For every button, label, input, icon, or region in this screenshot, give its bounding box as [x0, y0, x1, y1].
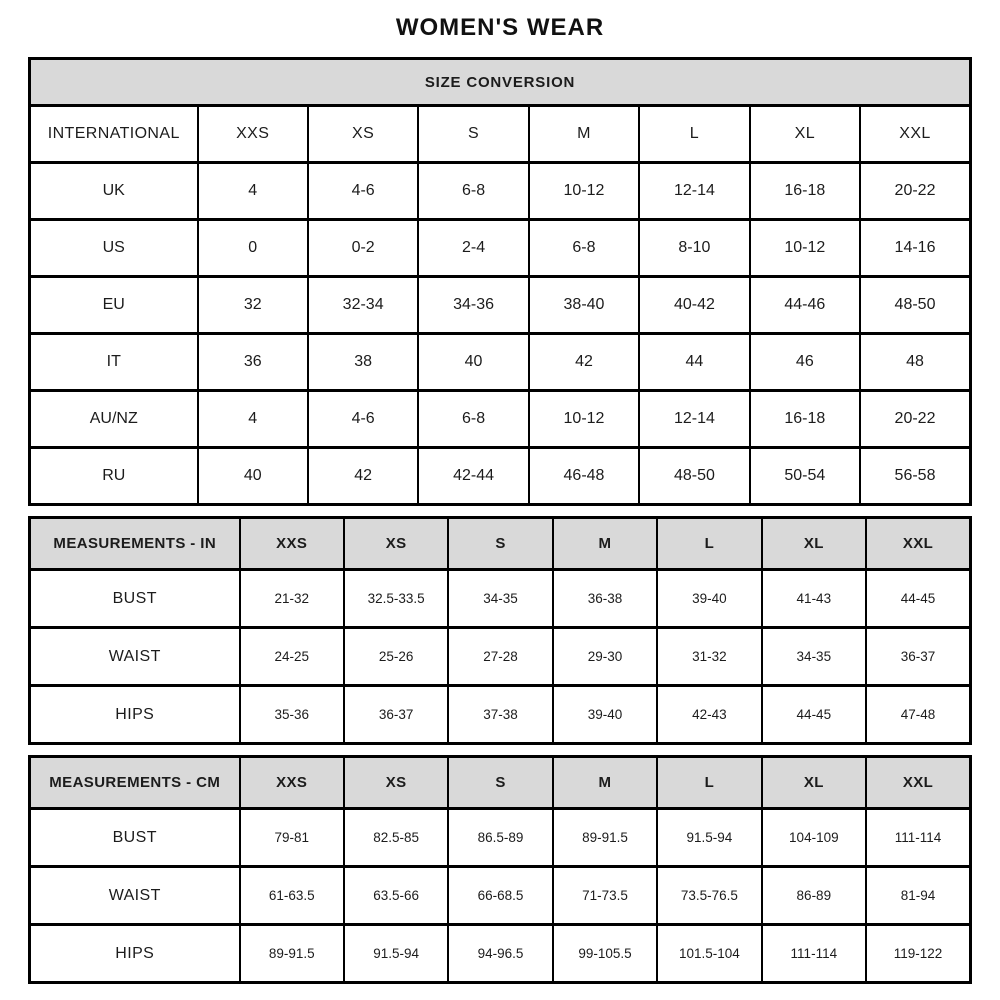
size-value-cell: 6-8 — [418, 163, 528, 220]
column-header: INTERNATIONAL — [30, 106, 198, 163]
row-label: IT — [30, 334, 198, 391]
measurement-value-cell: 79-81 — [240, 809, 344, 867]
measurement-value-cell: 44-45 — [762, 686, 866, 744]
size-value-cell: 4 — [198, 163, 308, 220]
size-value-cell: 0 — [198, 220, 308, 277]
table-row — [30, 391, 971, 448]
size-value-cell: 40 — [198, 448, 308, 505]
table-row — [30, 925, 971, 983]
size-value-cell: 32 — [198, 277, 308, 334]
table-row — [30, 220, 971, 277]
measurement-value-cell: 39-40 — [553, 686, 657, 744]
measurement-value-cell: 91.5-94 — [344, 925, 448, 983]
column-header: XL — [762, 518, 866, 570]
size-value-cell: 12-14 — [639, 163, 749, 220]
size-conversion-header: SIZE CONVERSION — [30, 59, 971, 106]
measurement-value-cell: 111-114 — [866, 809, 970, 867]
size-value-cell: 4-6 — [308, 163, 418, 220]
table-row — [30, 448, 971, 505]
size-value-cell: 4-6 — [308, 391, 418, 448]
measurement-value-cell: 111-114 — [762, 925, 866, 983]
column-header: XL — [750, 106, 860, 163]
column-header: M — [553, 518, 657, 570]
column-header: S — [448, 757, 552, 809]
row-label: HIPS — [30, 925, 240, 983]
column-header: XXS — [240, 757, 344, 809]
table-row — [30, 277, 971, 334]
size-value-cell: 38-40 — [529, 277, 639, 334]
measurement-value-cell: 82.5-85 — [344, 809, 448, 867]
table-row — [30, 686, 971, 744]
row-label: US — [30, 220, 198, 277]
row-label: AU/NZ — [30, 391, 198, 448]
size-value-cell: 6-8 — [529, 220, 639, 277]
column-header: S — [448, 518, 552, 570]
measurement-value-cell: 94-96.5 — [448, 925, 552, 983]
column-header: L — [639, 106, 749, 163]
column-header: XXS — [240, 518, 344, 570]
column-header: XS — [344, 518, 448, 570]
column-header: XXL — [866, 757, 970, 809]
measurement-value-cell: 63.5-66 — [344, 867, 448, 925]
measurement-value-cell: 61-63.5 — [240, 867, 344, 925]
size-value-cell: 36 — [198, 334, 308, 391]
measurement-value-cell: 81-94 — [866, 867, 970, 925]
measurement-value-cell: 66-68.5 — [448, 867, 552, 925]
column-header: L — [657, 757, 761, 809]
size-value-cell: 6-8 — [418, 391, 528, 448]
size-value-cell: 42 — [308, 448, 418, 505]
measurement-value-cell: 73.5-76.5 — [657, 867, 761, 925]
size-value-cell: 38 — [308, 334, 418, 391]
column-header: XS — [344, 757, 448, 809]
measurement-value-cell: 47-48 — [866, 686, 970, 744]
measurement-value-cell: 24-25 — [240, 628, 344, 686]
size-value-cell: 10-12 — [750, 220, 860, 277]
measurement-value-cell: 104-109 — [762, 809, 866, 867]
size-value-cell: 46-48 — [529, 448, 639, 505]
measurement-value-cell: 36-38 — [553, 570, 657, 628]
row-label: RU — [30, 448, 198, 505]
row-label: WAIST — [30, 867, 240, 925]
row-label: UK — [30, 163, 198, 220]
size-value-cell: 20-22 — [860, 391, 970, 448]
size-value-cell: 8-10 — [639, 220, 749, 277]
measurement-value-cell: 35-36 — [240, 686, 344, 744]
measurement-value-cell: 119-122 — [866, 925, 970, 983]
measurement-value-cell: 34-35 — [448, 570, 552, 628]
row-label: EU — [30, 277, 198, 334]
measurement-value-cell: 86-89 — [762, 867, 866, 925]
size-value-cell: 4 — [198, 391, 308, 448]
column-header: XXL — [860, 106, 970, 163]
measurement-value-cell: 91.5-94 — [657, 809, 761, 867]
measurement-value-cell: 86.5-89 — [448, 809, 552, 867]
table-row — [30, 628, 971, 686]
size-value-cell: 16-18 — [750, 391, 860, 448]
column-header: S — [418, 106, 528, 163]
measurements-cm-table — [28, 755, 972, 984]
measurement-value-cell: 31-32 — [657, 628, 761, 686]
row-label: HIPS — [30, 686, 240, 744]
row-label: BUST — [30, 809, 240, 867]
size-value-cell: 42 — [529, 334, 639, 391]
page-title: WOMEN'S WEAR — [395, 14, 605, 41]
size-value-cell: 16-18 — [750, 163, 860, 220]
size-value-cell: 50-54 — [750, 448, 860, 505]
size-value-cell: 2-4 — [418, 220, 528, 277]
measurement-value-cell: 36-37 — [866, 628, 970, 686]
measurement-value-cell: 71-73.5 — [553, 867, 657, 925]
measurement-value-cell: 89-91.5 — [553, 809, 657, 867]
column-header: L — [657, 518, 761, 570]
measurement-value-cell: 34-35 — [762, 628, 866, 686]
measurement-value-cell: 25-26 — [344, 628, 448, 686]
measurement-value-cell: 89-91.5 — [240, 925, 344, 983]
table-row — [30, 809, 971, 867]
size-value-cell: 32-34 — [308, 277, 418, 334]
column-header: XXS — [198, 106, 308, 163]
measurement-value-cell: 42-43 — [657, 686, 761, 744]
measurements-in-header: MEASUREMENTS - IN — [30, 518, 240, 570]
size-value-cell: 40-42 — [639, 277, 749, 334]
size-value-cell: 10-12 — [529, 163, 639, 220]
measurement-value-cell: 21-32 — [240, 570, 344, 628]
measurement-value-cell: 39-40 — [657, 570, 761, 628]
size-value-cell: 42-44 — [418, 448, 528, 505]
size-value-cell: 10-12 — [529, 391, 639, 448]
size-value-cell: 20-22 — [860, 163, 970, 220]
row-label: WAIST — [30, 628, 240, 686]
table-row — [30, 163, 971, 220]
column-header: XS — [308, 106, 418, 163]
measurement-value-cell: 36-37 — [344, 686, 448, 744]
measurement-value-cell: 101.5-104 — [657, 925, 761, 983]
measurement-value-cell: 37-38 — [448, 686, 552, 744]
measurement-value-cell: 41-43 — [762, 570, 866, 628]
size-value-cell: 48 — [860, 334, 970, 391]
column-header: M — [529, 106, 639, 163]
measurement-value-cell: 99-105.5 — [553, 925, 657, 983]
size-value-cell: 46 — [750, 334, 860, 391]
size-value-cell: 44-46 — [750, 277, 860, 334]
column-header: XXL — [866, 518, 970, 570]
size-value-cell: 48-50 — [860, 277, 970, 334]
size-value-cell: 0-2 — [308, 220, 418, 277]
size-value-cell: 56-58 — [860, 448, 970, 505]
measurements-cm-header: MEASUREMENTS - CM — [30, 757, 240, 809]
size-value-cell: 40 — [418, 334, 528, 391]
measurement-value-cell: 27-28 — [448, 628, 552, 686]
measurements-in-table — [28, 516, 972, 745]
size-value-cell: 34-36 — [418, 277, 528, 334]
column-header: XL — [762, 757, 866, 809]
row-label: BUST — [30, 570, 240, 628]
table-row — [30, 334, 971, 391]
size-conversion-table — [28, 57, 972, 506]
measurement-value-cell: 44-45 — [866, 570, 970, 628]
size-value-cell: 14-16 — [860, 220, 970, 277]
size-value-cell: 48-50 — [639, 448, 749, 505]
measurement-value-cell: 32.5-33.5 — [344, 570, 448, 628]
table-row — [30, 867, 971, 925]
table-row — [30, 570, 971, 628]
size-value-cell: 12-14 — [639, 391, 749, 448]
measurement-value-cell: 29-30 — [553, 628, 657, 686]
column-header: M — [553, 757, 657, 809]
size-value-cell: 44 — [639, 334, 749, 391]
